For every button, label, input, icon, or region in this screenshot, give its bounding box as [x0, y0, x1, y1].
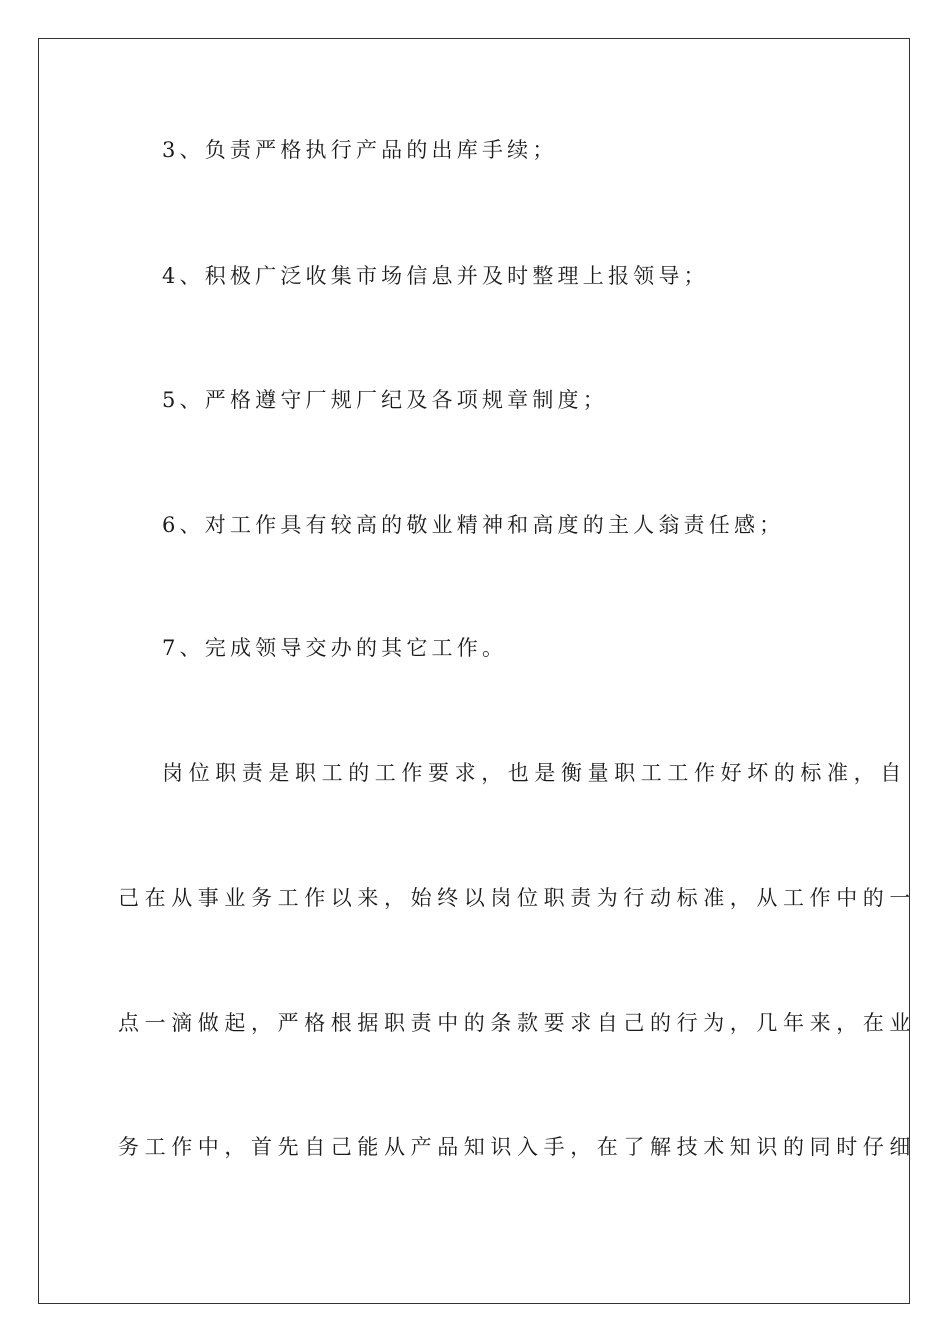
- paragraph-line: 务工作中，首先自己能从产品知识入手，在了解技术知识的同时仔细: [118, 1135, 916, 1159]
- paragraph-line: 岗位职责是职工的工作要求，也是衡量职工工作好坏的标准，自: [162, 761, 907, 785]
- paragraph-line: 点一滴做起，严格根据职责中的条款要求自己的行为，几年来，在业: [118, 1011, 916, 1035]
- page-border: [38, 38, 910, 1304]
- list-item: 4、积极广泛收集市场信息并及时整理上报领导；: [162, 264, 709, 288]
- list-item: 5、严格遵守厂规厂纪及各项规章制度；: [162, 388, 608, 412]
- list-item: 3、负责严格执行产品的出库手续；: [162, 138, 558, 162]
- paragraph-line: 己在从事业务工作以来，始终以岗位职责为行动标准，从工作中的一: [118, 886, 916, 910]
- list-item: 6、对工作具有较高的敬业精神和高度的主人翁责任感；: [162, 513, 785, 537]
- list-item: 7、完成领导交办的其它工作。: [162, 636, 508, 660]
